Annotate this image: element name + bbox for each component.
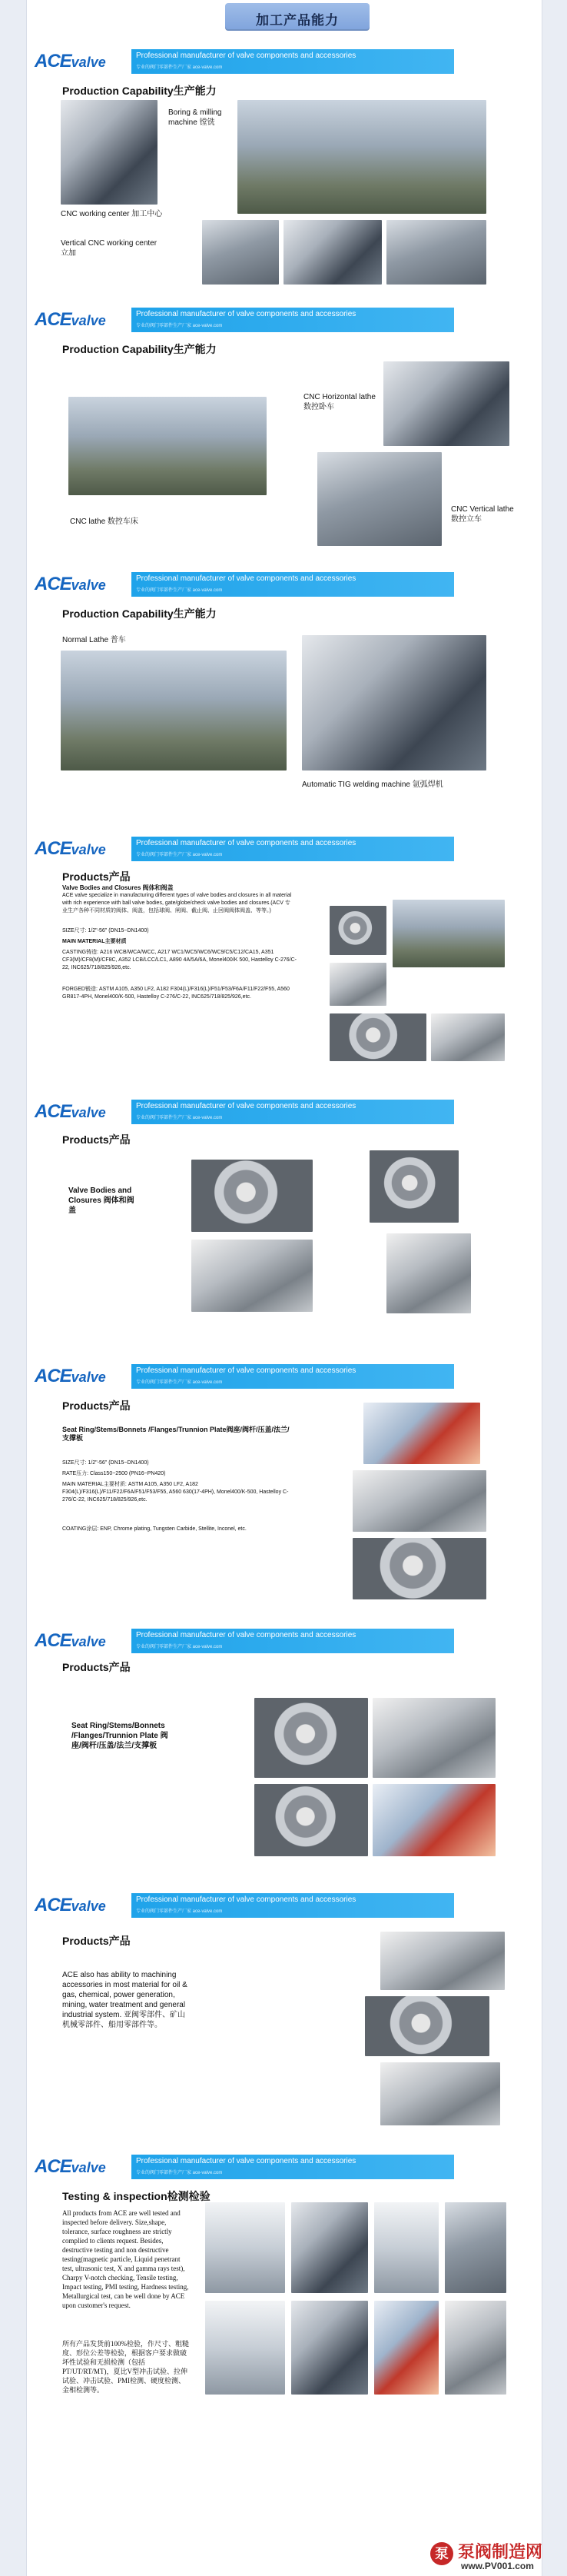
slide-header (35, 1098, 539, 1124)
caption-seat-ring: Seat Ring/Stems/Bonnets /Flanges/Trunnion Plate 阀座/阀杆/压盖/法兰/支撑板 (71, 1722, 168, 1750)
photo-cnc-working-center (61, 100, 158, 205)
ace-valve-logo: ACEvalve (35, 1366, 106, 1386)
slide-title: Products产品 (62, 870, 131, 883)
watermark-logo: 泵 (430, 2542, 453, 2565)
spec-rate: RATE压力: Class150~2500 (PN16~PN420) (62, 1471, 166, 1476)
testing-description-cn: 所有产品发货前100%检验，作尺寸、粗糙度、形位公差等检验，根据客户要求做破坏性试验和无损检测（包括PT/UT/RT/MT)，夏比V型冲击试验、拉伸试验、冲击试验、PMI检测、硬度检测、金相检测等。 (62, 2340, 189, 2394)
slide-production-2 (32, 306, 539, 554)
header-tagline: Professional manufacturer of valve components and accessories (136, 1102, 356, 1110)
caption-tig-welding: Automatic TIG welding machine 氩弧焊机 (302, 780, 443, 789)
photo-testing-1 (205, 2202, 285, 2293)
photo-valve-body-3 (330, 963, 386, 1006)
photo-flanges-3 (254, 1784, 368, 1856)
photo-valve-body-5 (431, 1013, 505, 1061)
watermark-site-name: 泵阀制造网 (458, 2542, 543, 2561)
slide-production-1 (32, 48, 539, 291)
products-subtitle: Seat Ring/Stems/Bonnets /Flanges/Trunnion Plate阀座/阀杆/压盖/法兰/支撑板 (62, 1426, 290, 1442)
header-band (131, 1629, 454, 1653)
header-tagline-cn: 专业的阀门零部件生产厂家 ace-valve.com (136, 1380, 223, 1385)
photo-cnc-horizontal-lathe (383, 361, 509, 446)
page-container (26, 0, 542, 2576)
caption-cnc-working-center: CNC working center 加工中心 (61, 210, 163, 218)
slide-header (35, 1892, 539, 1918)
header-tagline-cn: 专业的阀门零部件生产厂家 ace-valve.com (136, 1909, 223, 1914)
header-tagline: Professional manufacturer of valve components and accessories (136, 839, 356, 847)
slide-products-3 (32, 1363, 539, 1610)
caption-normal-lathe: Normal Lathe 普车 (62, 636, 126, 644)
ace-valve-logo: ACEvalve (35, 1895, 106, 1915)
header-tagline-cn: 专业的阀门零部件生产厂家 ace-valve.com (136, 1116, 223, 1120)
header-band (131, 1893, 454, 1918)
site-watermark (430, 2538, 561, 2574)
slide-products-4 (32, 1627, 539, 1875)
slide-header (35, 571, 539, 597)
products-subtitle: Valve Bodies and Closures 阀体和阀盖 (62, 884, 174, 891)
ace-valve-logo: ACEvalve (35, 309, 106, 330)
products-description: ACE valve specialize in manufacturing different types of valve bodies and closures in all material with rich experience with ball valve bodies, gate/globe/check valve bodies and closures.(ACV 专业生产各种不同材质的阀体、阀盖，包括球阀、闸阀、截止阀、止回阀阀体阀盖、等等。) (62, 893, 292, 914)
header-tagline: Professional manufacturer of valve components and accessories (136, 1631, 356, 1639)
caption-valve-bodies: Valve Bodies and Closures 阀体和阀盖 (68, 1186, 134, 1215)
photo-valve-bodies-2 (191, 1240, 313, 1312)
photo-valve-body-2 (393, 900, 505, 967)
spec-main-material: MAIN MATERIAL主要材质 (62, 939, 127, 944)
spec-forged: FORGED锻造: ASTM A105, A350 LF2, A182 F304(L)/F316(L)/F51/F53/F6A/F11/F22/F55, A560 GR817-4PH, Monel400/K-500, Hastelloy C-276/C-22, INC625/718/825/926,etc. (62, 987, 290, 1000)
testing-description: All products from ACE are well tested and inspected before delivery. Size,shape, tolerance, surface roughness are strictly complied to clients request. Besides, destructive testing and non destructive testing(magnetic particle, Liquid penetrant test, ultrasonic test, X and gamma rays test), Charpy V-notch checking, Tensile testing, Impact testing, PMI testing, Hardness testing, Metallurgical test, can be well done by ACE upon customer's request. (62, 2209, 189, 2309)
slide-products-1 (32, 835, 539, 1083)
slide-header (35, 48, 539, 74)
photo-testing-8 (445, 2301, 506, 2395)
photo-accessories-1 (380, 1932, 505, 1990)
photo-valve-bodies-4 (386, 1233, 471, 1313)
caption-cnc-vertical-lathe: CNC Vertical lathe 数控立车 (451, 505, 514, 524)
slide-title: Products产品 (62, 1661, 131, 1673)
spec-main-material: MAIN MATERIAL主要材质: ASTM A105, A350 LF2, A182 F304(L)/F316(L)/F11/F22/F6A/F51/F53/F55, A560 630(17-4PH), Monel400/K-500, Hastelloy C-276/C-22, INC625/718/825/926,etc. (62, 1482, 289, 1503)
header-tagline: Professional manufacturer of valve components and accessories (136, 52, 356, 60)
photo-testing-6 (291, 2301, 368, 2395)
slide-header (35, 1363, 539, 1389)
slide-products-5 (32, 1892, 539, 2138)
photo-seat-ring-1 (363, 1403, 480, 1464)
photo-vertical-cnc-2 (284, 220, 382, 285)
ace-valve-logo: ACEvalve (35, 1101, 106, 1122)
ace-valve-logo: ACEvalve (35, 1630, 106, 1651)
photo-boring-milling-machine (237, 100, 486, 214)
photo-tig-welding-machine (302, 635, 486, 770)
photo-accessories-3 (380, 2062, 500, 2125)
header-tagline-cn: 专业的阀门零部件生产厂家 ace-valve.com (136, 1645, 223, 1649)
header-tagline: Professional manufacturer of valve components and accessories (136, 1895, 356, 1904)
spec-casting: CASTING铸造: A216 WCB/WCA/WCC, A217 WC1/WC5/WC6/WC9/C5/C12/CA15, A351 CF3(M)/CF8(M)/CF8C, A352 LCB/LCC/LC1, A890 4A/5A/6A, Monel400/K 500, Hastelloy C-276/C-22, INC625/718/825/926,etc. (62, 950, 297, 970)
photo-vertical-cnc-3 (386, 220, 486, 285)
slide-testing (32, 2153, 539, 2407)
header-tagline-cn: 专业的阀门零部件生产厂家 ace-valve.com (136, 588, 223, 593)
photo-seat-ring-2 (353, 1470, 486, 1532)
header-tagline: Professional manufacturer of valve components and accessories (136, 1366, 356, 1375)
slide-title: Products产品 (62, 1399, 131, 1412)
caption-cnc-lathe: CNC lathe 数控车床 (70, 518, 138, 526)
photo-valve-bodies-1 (191, 1160, 313, 1232)
watermark-url: www.PV001.com (461, 2561, 534, 2571)
header-tagline-cn: 专业的阀门零部件生产厂家 ace-valve.com (136, 324, 223, 328)
spec-coating: COATING涂层: ENP, Chrome plating, Tungsten Carbide, Stellite, Inconel, etc. (62, 1526, 247, 1532)
slide-title: Testing & inspection检测检验 (62, 2190, 211, 2202)
slide-products-2 (32, 1098, 539, 1346)
photo-testing-4 (445, 2202, 506, 2293)
header-tagline-cn: 专业的阀门零部件生产厂家 ace-valve.com (136, 853, 223, 857)
spec-size: SIZE尺寸: 1/2"-56" (DN15~DN1400) (62, 928, 149, 934)
header-band (131, 572, 454, 597)
ace-valve-logo: ACEvalve (35, 574, 106, 594)
header-tagline: Professional manufacturer of valve components and accessories (136, 310, 356, 318)
photo-accessories-2 (365, 1996, 489, 2056)
section-banner (225, 3, 370, 31)
photo-vertical-cnc-1 (202, 220, 279, 285)
header-band (131, 1100, 454, 1124)
header-band (131, 1364, 454, 1389)
slide-title: Production Capability生产能力 (62, 607, 217, 620)
photo-seat-ring-3 (353, 1538, 486, 1599)
photo-cnc-vertical-lathe (317, 452, 442, 546)
photo-testing-3 (374, 2202, 439, 2293)
header-tagline: Professional manufacturer of valve components and accessories (136, 574, 356, 583)
section-banner-title: 加工产品能力 (256, 13, 339, 28)
photo-flanges-4 (373, 1784, 496, 1856)
header-band (131, 837, 454, 861)
photo-testing-2 (291, 2202, 368, 2293)
photo-valve-bodies-3 (370, 1150, 459, 1223)
ace-valve-logo: ACEvalve (35, 51, 106, 72)
photo-valve-body-1 (330, 906, 386, 955)
slide-title: Production Capability生产能力 (62, 343, 217, 355)
slide-header (35, 1627, 539, 1653)
slide-title: Production Capability生产能力 (62, 85, 217, 97)
header-tagline-cn: 专业的阀门零部件生产厂家 ace-valve.com (136, 65, 223, 70)
caption-cnc-horizontal-lathe: CNC Horizontal lathe 数控卧车 (303, 393, 376, 411)
photo-testing-7 (374, 2301, 439, 2395)
header-tagline-cn: 专业的阀门零部件生产厂家 ace-valve.com (136, 2171, 223, 2175)
caption-boring-milling: Boring & milling machine 镗铣 (168, 108, 222, 127)
slide-header (35, 306, 539, 332)
slide-production-3 (32, 571, 539, 817)
slide-header (35, 835, 539, 861)
ace-valve-logo: ACEvalve (35, 838, 106, 859)
header-band (131, 308, 454, 332)
header-band (131, 49, 454, 74)
photo-testing-5 (205, 2301, 285, 2395)
photo-cnc-lathe (68, 397, 267, 495)
photo-valve-body-4 (330, 1013, 426, 1061)
products-description: ACE also has ability to machining accessories in most material for oil & gas, chemical, power generation, mining, water treatment and general industrial system. 亚阀零部件、矿山机械零部件、船用零部件等。 (62, 1971, 187, 2029)
spec-size: SIZE尺寸: 1/2"-56" (DN15~DN1400) (62, 1460, 149, 1466)
ace-valve-logo: ACEvalve (35, 2156, 106, 2177)
slide-header (35, 2153, 539, 2179)
slide-title: Products产品 (62, 1133, 131, 1146)
header-tagline: Professional manufacturer of valve components and accessories (136, 2157, 356, 2165)
caption-vertical-cnc: Vertical CNC working center 立加 (61, 239, 158, 258)
header-band (131, 2155, 454, 2179)
photo-normal-lathe (61, 651, 287, 770)
photo-flanges-2 (373, 1698, 496, 1778)
slide-title: Products产品 (62, 1935, 131, 1947)
photo-flanges-1 (254, 1698, 368, 1778)
